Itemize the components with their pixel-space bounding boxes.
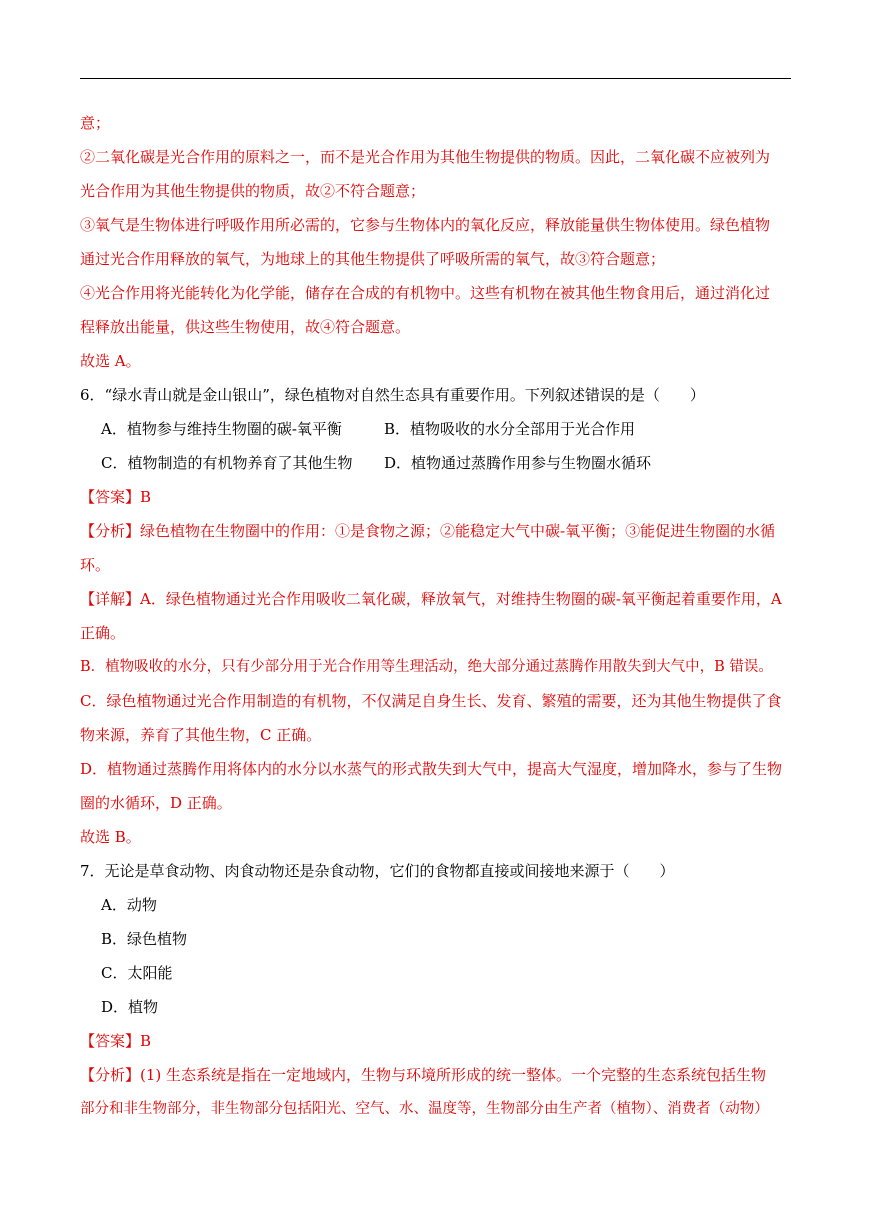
detail-line: 物来源，养育了其他生物，C 正确。 (80, 726, 322, 744)
explanation-line: ③氧气是生物体进行呼吸作用所必需的，它参与生物体内的氧化反应，释放能量供生物体使用。绿色植物 (80, 216, 771, 234)
question-7-analysis (80, 1058, 791, 1092)
detail-line: D．植物通过蒸腾作用将体内的水分以水蒸气的形式散失到大气中，提高大气湿度，增加降水，参与了生物 (80, 760, 783, 778)
detail-line: C．绿色植物通过光合作用制造的有机物，不仅满足自身生长、发育、繁殖的需要，还为其他生物提供了食 (80, 692, 782, 710)
conclusion-line: 故选 B。 (80, 828, 141, 846)
question-7-answer (80, 1024, 791, 1058)
detail-line: 正确。 (80, 624, 126, 642)
analysis-tag: 【分析】 (80, 1066, 141, 1084)
answer-value: B (140, 488, 152, 506)
option-b: B．绿色植物 (101, 930, 188, 948)
answer-value: B (140, 1032, 152, 1050)
conclusion-line: 故选 A。 (80, 352, 141, 370)
detail-line: 圈的水循环，D 正确。 (80, 794, 232, 812)
option-c: C．太阳能 (101, 964, 173, 982)
analysis-text: 绿色植物在生物圈中的作用：①是食物之源；②能稳定大气中碳-氧平衡；③能促进生物圈的水循 (140, 522, 776, 540)
option-b: B．植物吸收的水分全部用于光合作用 (384, 420, 636, 438)
question-6-stem: 6．“绿水青山就是金山银山”，绿色植物对自然生态具有重要作用。下列叙述错误的是（ ） (80, 386, 705, 404)
explanation-line: 意； (80, 114, 111, 132)
detail-text: A．绿色植物通过光合作用吸收二氧化碳，释放氧气，对维持生物圈的碳-氧平衡起着重要作用，A (140, 590, 782, 608)
question-6-answer (80, 480, 791, 514)
option-a: A．动物 (101, 896, 157, 914)
answer-tag: 【答案】 (80, 488, 141, 506)
question-7-stem: 7．无论是草食动物、肉食动物还是杂食动物，它们的食物都直接或间接地来源于（ ） (80, 862, 675, 880)
detail-tag: 【详解】 (80, 590, 141, 608)
question-6-options-row-2 (80, 446, 791, 480)
analysis-text: (1) 生态系统是指在一定地域内，生物与环境所形成的统一整体。一个完整的生态系统包括生物 (140, 1066, 767, 1084)
option-d: D．植物通过蒸腾作用参与生物圈水循环 (384, 454, 652, 472)
explanation-line: 通过光合作用释放的氧气，为地球上的其他生物提供了呼吸所需的氧气，故③符合题意； (80, 250, 666, 268)
answer-tag: 【答案】 (80, 1032, 141, 1050)
explanation-line: 程释放出能量，供这些生物使用，故④符合题意。 (80, 318, 411, 336)
analysis-line: 部分和非生物部分，非生物部分包括阳光、空气、水、温度等，生物部分由生产者（植物）、消费者（动物） (80, 1101, 769, 1117)
explanation-line: ②二氧化碳是光合作用的原料之一，而不是光合作用为其他生物提供的物质。因此，二氧化碳不应被列为 (80, 148, 771, 166)
explanation-line: ④光合作用将光能转化为化学能，储存在合成的有机物中。这些有机物在被其他生物食用后，通过消化过 (80, 284, 771, 302)
explanation-line: 光合作用为其他生物提供的物质，故②不符合题意； (80, 182, 426, 200)
question-6-options-row-1 (80, 412, 791, 446)
analysis-tag: 【分析】 (80, 522, 141, 540)
analysis-line: 环。 (80, 556, 111, 574)
option-d: D．植物 (101, 998, 159, 1016)
option-a: A．植物参与维持生物圈的碳-氧平衡 (101, 420, 342, 438)
page-content (80, 106, 791, 1126)
question-6-detail (80, 582, 791, 616)
question-6-analysis (80, 514, 791, 548)
option-c: C．植物制造的有机物养育了其他生物 (101, 454, 353, 472)
header-rule (80, 78, 791, 79)
detail-line: B．植物吸收的水分，只有少部分用于光合作用等生理活动，绝大部分通过蒸腾作用散失到大气中，B 错误。 (80, 659, 773, 675)
